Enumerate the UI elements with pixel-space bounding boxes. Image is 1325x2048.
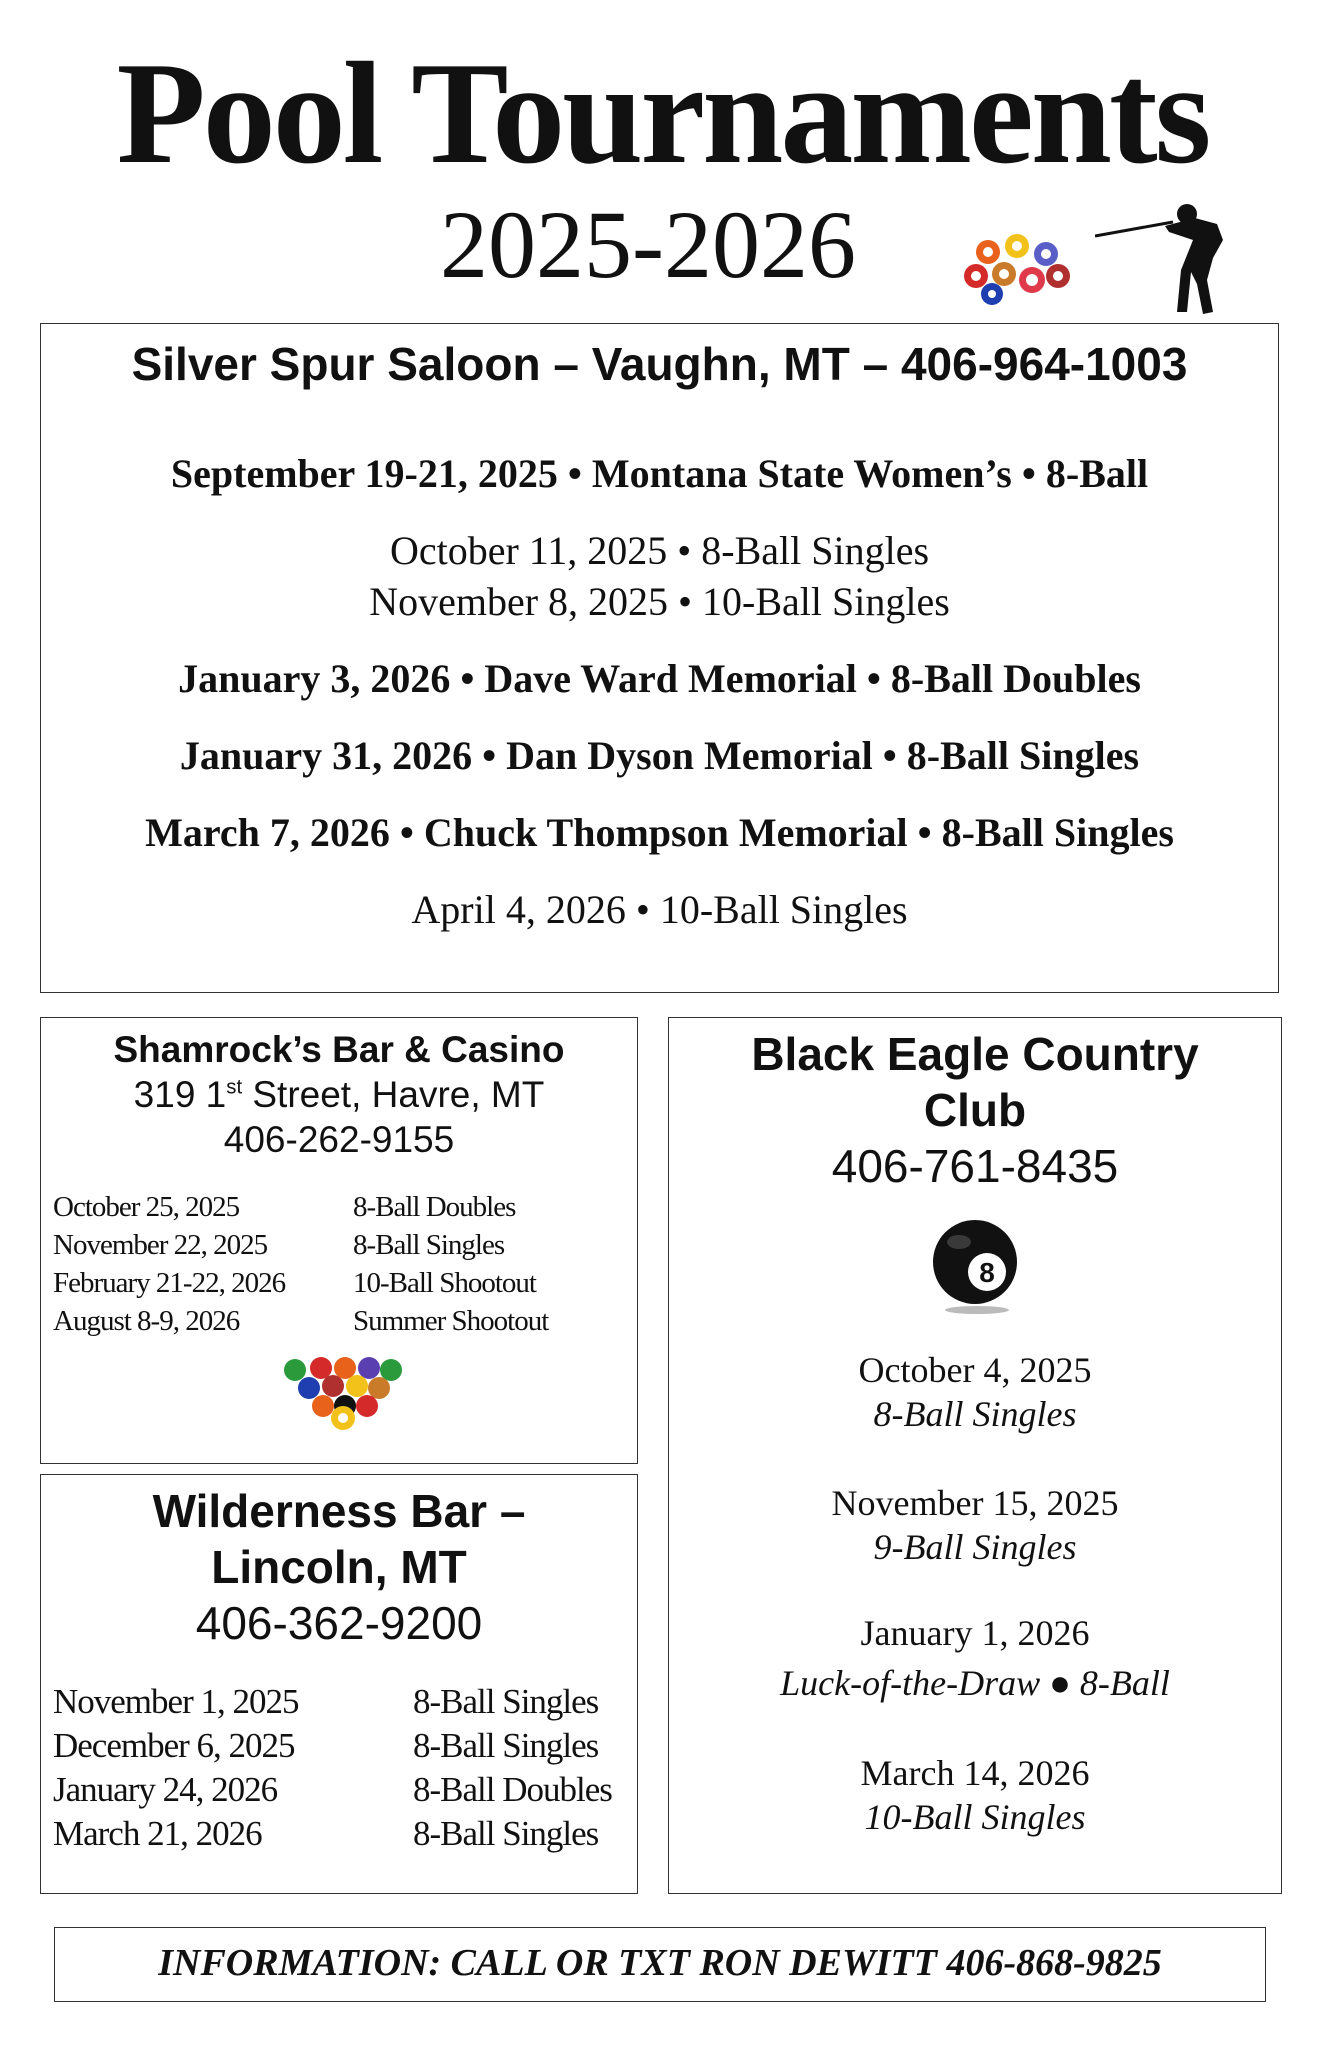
black-eagle-name-line1: Black Eagle Country [751,1028,1199,1080]
event-line: November 8, 2025 • 10-Ball Singles [369,579,950,624]
contact-info: INFORMATION: CALL OR TXT RON DEWITT 406-868-9825 [158,1942,1162,1984]
pool-player-icon [1095,200,1227,318]
event-line: March 7, 2026 • Chuck Thompson Memorial • 8-Ball Singles [145,810,1174,855]
event-line: October 11, 2025 • 8-Ball Singles [389,528,930,573]
list-item: November 1, 2025 [53,1682,299,1721]
list-item: January 24, 2026 [53,1770,278,1809]
list-item: February 21-22, 2026 [53,1267,286,1299]
event-date: October 4, 2025 [858,1350,1092,1390]
event-type: 9-Ball Singles [873,1527,1077,1567]
silver-spur-section [40,323,1279,993]
shamrock-types [353,1188,548,1340]
svg-text:8: 8 [979,1257,995,1288]
list-item: 8-Ball Singles [413,1814,599,1853]
black-eagle-section [668,1017,1282,1894]
address-number: 319 1 [133,1074,227,1115]
wilderness-dates [53,1680,298,1856]
list-item: 8-Ball Doubles [413,1770,612,1809]
event-type: 10-Ball Singles [864,1797,1086,1837]
shamrock-phone: 406-262-9155 [223,1119,455,1160]
event-line: January 31, 2026 • Dan Dyson Memorial • 8-Ball Singles [179,733,1140,778]
list-item: 8-Ball Singles [353,1229,505,1261]
wilderness-section [40,1474,638,1894]
list-item: August 8-9, 2026 [53,1305,240,1337]
list-item: 8-Ball Singles [413,1682,599,1721]
list-item: December 6, 2025 [53,1726,295,1765]
black-eagle-name-line2: Club [923,1084,1027,1136]
event-line: September 19-21, 2025 • Montana State Women’s • 8-Ball [170,451,1149,496]
info-banner [54,1927,1266,2002]
event-date: March 14, 2026 [860,1753,1090,1793]
list-item: March 21, 2026 [53,1814,262,1853]
wilderness-name-line1: Wilderness Bar – [152,1485,526,1537]
event-date: November 15, 2025 [831,1483,1119,1523]
event-line: January 3, 2026 • Dave Ward Memorial • 8-Ball Doubles [178,656,1141,701]
address-street: Street, Havre, MT [242,1074,545,1115]
list-item: 10-Ball Shootout [353,1267,536,1299]
event-type: Luck-of-the-Draw ● 8-Ball [780,1663,1170,1703]
wilderness-name-line2: Lincoln, MT [211,1541,467,1593]
event-line: April 4, 2026 • 10-Ball Singles [411,887,908,932]
shamrock-name: Shamrock’s Bar & Casino [113,1029,565,1070]
list-item: 8-Ball Singles [413,1726,599,1765]
pool-balls-icon [962,232,1072,310]
wilderness-phone: 406-362-9200 [195,1597,483,1649]
event-type: 8-Ball Singles [873,1394,1077,1434]
page-title: Pool Tournaments [116,32,1209,194]
eight-ball-icon [929,1218,1025,1314]
address-suffix: st [226,1076,243,1099]
shamrock-address [41,1073,637,1117]
list-item: November 22, 2025 [53,1229,268,1261]
wilderness-types [413,1680,612,1856]
black-eagle-phone: 406-761-8435 [831,1140,1119,1192]
list-item: 8-Ball Doubles [353,1191,516,1223]
silver-spur-heading: Silver Spur Saloon – Vaughn, MT – 406-964-1003 [131,338,1188,390]
list-item: October 25, 2025 [53,1191,240,1223]
shamrock-dates [53,1188,285,1340]
season-years: 2025-2026 [440,191,856,298]
event-date: January 1, 2026 [860,1613,1090,1653]
shamrock-section [40,1017,638,1464]
list-item: Summer Shootout [353,1305,549,1337]
billiard-rack-icon [281,1356,405,1430]
